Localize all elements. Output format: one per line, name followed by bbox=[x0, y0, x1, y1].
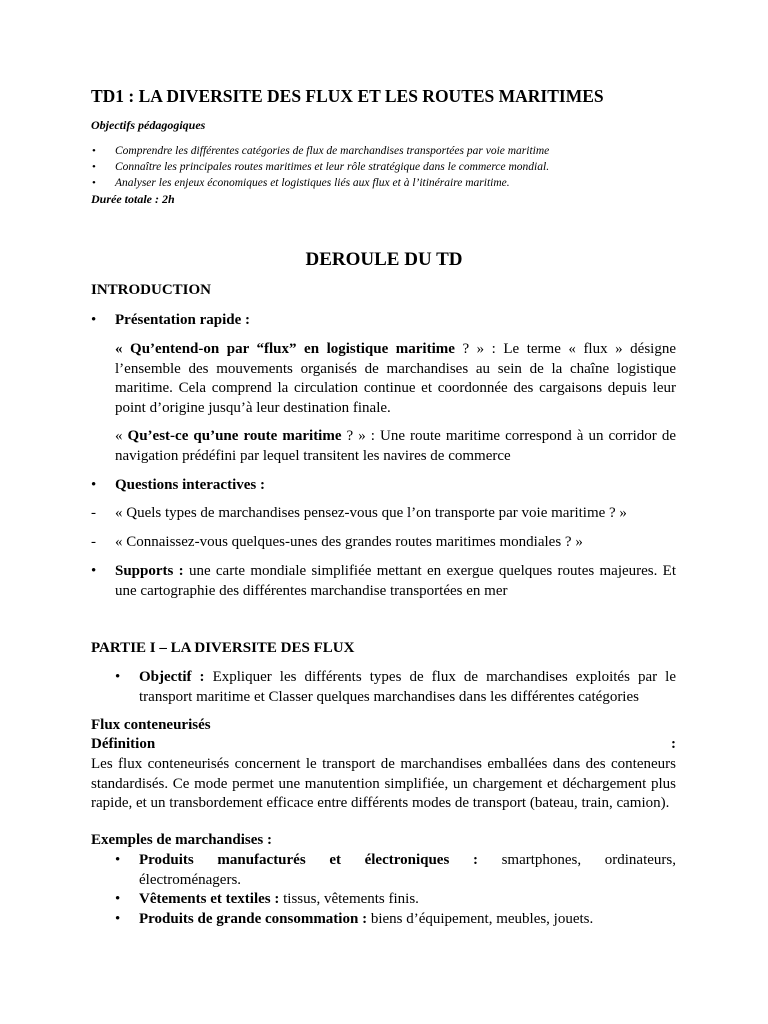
examples-heading: Exemples de marchandises : bbox=[91, 832, 272, 848]
list-item: • Analyser les enjeux économiques et logistiques liés aux flux et à l’itinéraire maritime. bbox=[92, 177, 510, 189]
bullet-icon: • bbox=[115, 852, 121, 868]
dash-icon: - bbox=[91, 505, 96, 521]
bullet-icon: • bbox=[115, 910, 121, 927]
objectives-heading: Objectifs pédagogiques bbox=[91, 118, 206, 132]
questions-label: Questions interactives : bbox=[115, 477, 265, 493]
flux-question: « Qu’entend-on par “flux” en logistique maritime bbox=[115, 341, 455, 357]
bullet-icon: • bbox=[115, 669, 121, 685]
document-page: TD1 : LA DIVERSITE DES FLUX ET LES ROUTES MARITIMES Objectifs pédagogiques • Comprendre les différentes catégories de flux de marchandises transportées par voie maritime • Connaître les principales routes maritimes et leur rôle stratégique dans le commerce mondial. • Analyser les enjeux économiques et logistiques liés aux flux et à l’itinéraire maritime. Durée totale : 2h DEROULE DU TD INTRODUCTION • Présentation rapide : « Qu’entend-on par “flux” en logistique maritime ? » : Le terme « flux » désigne l’ensemble des mouvements organisés de marchandises au sein de la chaîne logistique maritime. Cela comprend la circulation continue et coordonnée des cargaisons depuis leur point d’origine jusqu’à leur destination finale. « Qu’est-ce qu’une route maritime ? » : Une route maritime correspond à un corridor de navigation prédéfini par lequel transitent les navires de commerce • Questions interactives : - « Quels types de marchandises pensez-vous que l’on transporte par voie maritime ? » - « Connaissez-vous quelques-unes des grandes routes maritimes mondiales ? » • Supports : une carte mondiale simplifiée mettant en exergue quelques routes majeures. Et une cartographie des différentes marchandise transportées en mer PARTIE I – LA DIVERSITE DES FLUX • Objectif : Expliquer les différents types de flux de marchandises exploités par le transport maritime et Classer quelques marchandises dans les différentes catégories Flux conteneurisés Définition : Les flux conteneurisés concernent le transport de marchandises emballées dans des conteneurs standardisés. Ce mode permet une manutention simplifiée, un chargement et déchargement plus rapide, et un transbordement efficace entre différents modes de transport (bateau, train, camion). Exemples de marchandises : • Produits manufacturés et électroniques : smartphones, ordinateurs, électroménagers. • Vêtements et textiles : tissus, vêtements finis. • Produits de grande consommation : biens d’équipement, meubles, jouets. bbox=[0, 0, 768, 1024]
duration-text: Durée totale : 2h bbox=[91, 192, 175, 206]
bullet-icon: • bbox=[92, 145, 96, 157]
subheading-flux-conteneurises: Flux conteneurisés bbox=[91, 717, 211, 733]
route-definition-paragraph: « Qu’est-ce qu’une route maritime ? » : Une route maritime correspond à un corridor de navigation prédéfini par lequel transitent les navires de commerce bbox=[115, 428, 676, 464]
bullet-icon: • bbox=[115, 891, 121, 907]
objectif-paragraph: • Objectif : Expliquer les différents types de flux de marchandises exploités par le transport maritime et Classer quelques marchandises dans les différentes catégories bbox=[115, 669, 676, 705]
document-title: TD1 : LA DIVERSITE DES FLUX ET LES ROUTES MARITIMES bbox=[91, 86, 604, 106]
definition-label: Définition bbox=[91, 736, 156, 752]
presentation-label: Présentation rapide : bbox=[115, 312, 250, 328]
definition-paragraph: Les flux conteneurisés concernent le transport de marchandises emballées dans des conteneurs standardisés. Ce mode permet une manutention simplifiée, un chargement et déchargement plus rapide, et un transbordement efficace entre différents modes de transport (bateau, train, camion). bbox=[91, 756, 676, 811]
section-heading-deroule: DEROULE DU TD bbox=[305, 249, 463, 270]
flux-definition-paragraph: « Qu’entend-on par “flux” en logistique maritime ? » : Le terme « flux » désigne l’ensemble des mouvements organisés de marchandises au sein de la chaîne logistique maritime. Cela comprend la circulation continue et coordonnée des cargaisons depuis leur point d’origine jusqu’à leur destination finale. bbox=[115, 341, 676, 416]
bullet-icon: • bbox=[92, 177, 96, 189]
supports-paragraph: • Supports : une carte mondiale simplifiée mettant en exergue quelques routes majeures. Et une cartographie des différentes marchandise transportées en mer bbox=[91, 563, 677, 599]
list-item: • Vêtements et textiles : tissus, vêtements finis. bbox=[115, 890, 676, 910]
list-item: • Produits manufacturés et électroniques : smartphones, ordinateurs, électroménagers. bbox=[115, 852, 676, 888]
list-item: • Connaître les principales routes maritimes et leur rôle stratégique dans le commerce mondial. bbox=[92, 161, 550, 173]
list-item: • Comprendre les différentes catégories de flux de marchandises transportées par voie maritime bbox=[92, 145, 550, 157]
section-heading-introduction: INTRODUCTION bbox=[91, 282, 212, 298]
definition-heading-row bbox=[91, 736, 676, 753]
section-heading-partie-1: PARTIE I – LA DIVERSITE DES FLUX bbox=[91, 640, 355, 656]
examples-list bbox=[115, 851, 676, 929]
supports-label: Supports : bbox=[115, 563, 184, 579]
objectif-label: Objectif : bbox=[139, 669, 205, 685]
route-question: Qu’est-ce qu’une route maritime bbox=[127, 428, 342, 444]
bullet-icon: • bbox=[92, 161, 96, 173]
objectives-list bbox=[91, 143, 691, 191]
definition-colon: : bbox=[671, 736, 676, 752]
list-item: • Produits de grande consommation : biens d’équipement, meubles, jouets. bbox=[115, 910, 676, 930]
bullet-icon: • bbox=[91, 563, 97, 579]
bullet-icon: • bbox=[91, 477, 97, 493]
bullet-icon: • bbox=[91, 312, 97, 328]
dash-icon: - bbox=[91, 534, 96, 550]
